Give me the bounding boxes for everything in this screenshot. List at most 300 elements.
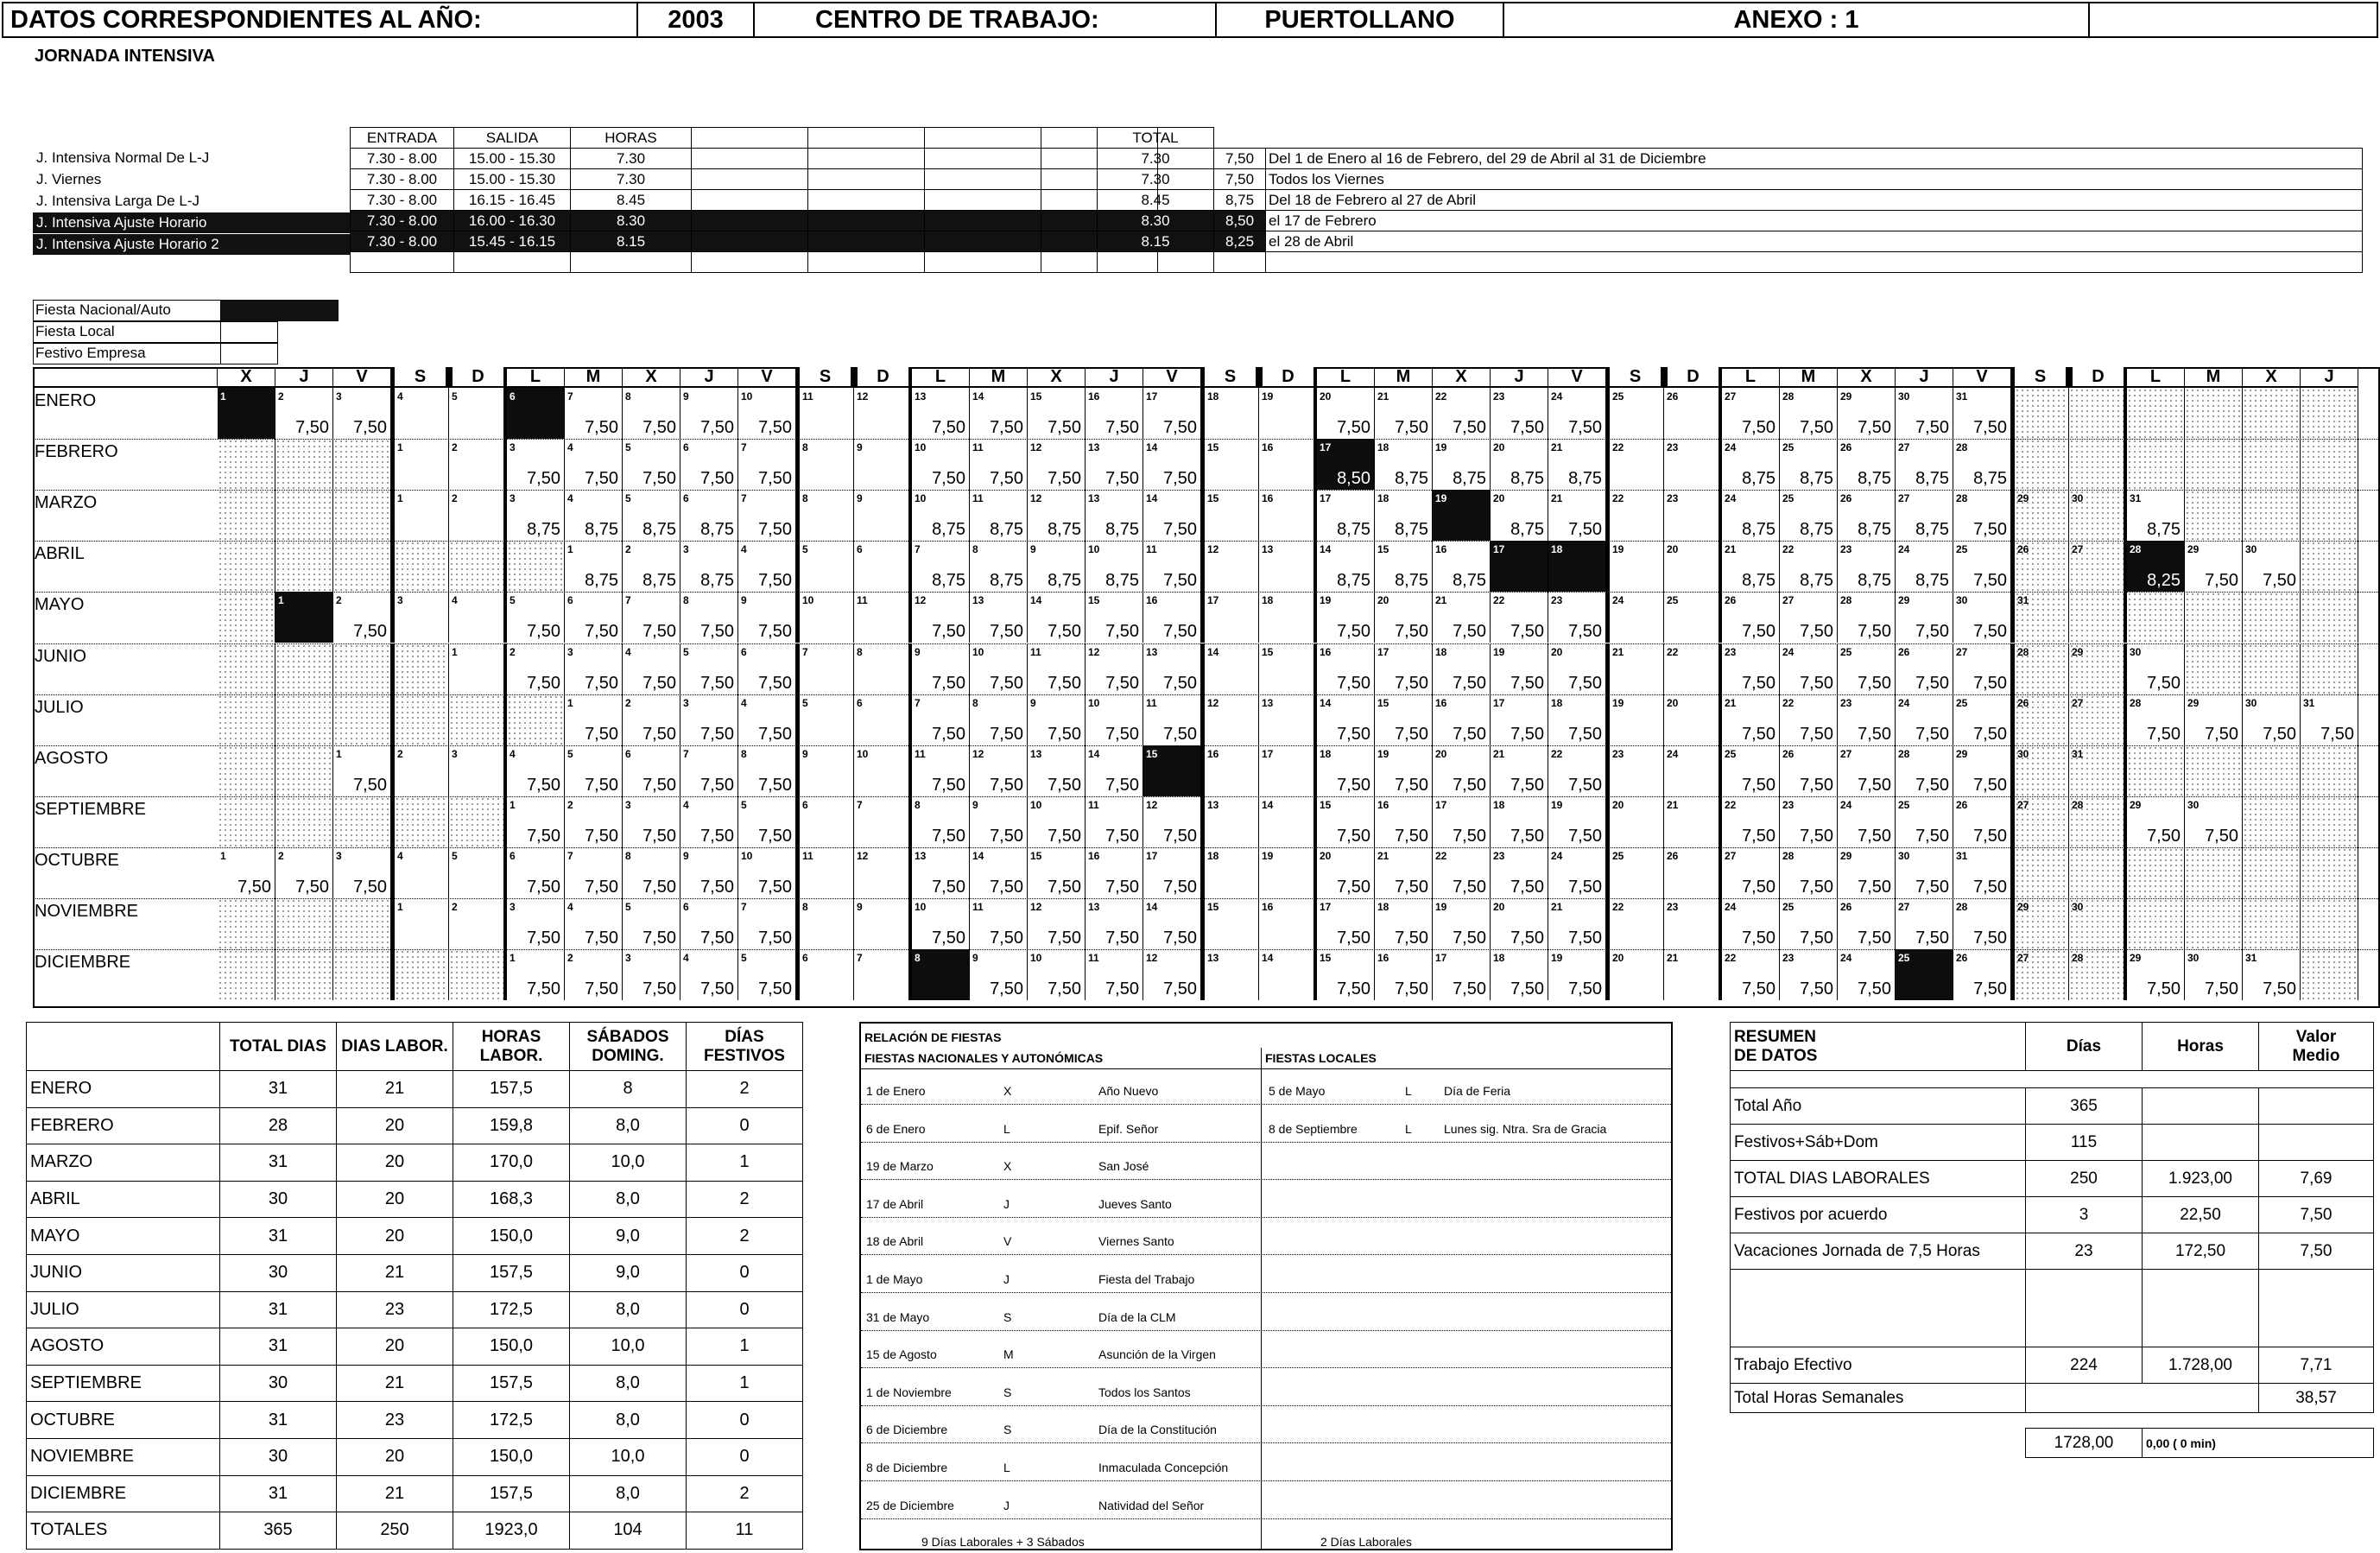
- day-hours: 7,50: [1800, 775, 1833, 795]
- day-hours: 7,50: [585, 826, 618, 846]
- day-hours: 7,50: [700, 418, 734, 438]
- day-cell: [1664, 796, 1722, 847]
- day-number: 5: [625, 901, 631, 913]
- day-cell: [1317, 745, 1375, 796]
- day-cell: [449, 694, 507, 745]
- day-number: 23: [1667, 441, 1679, 454]
- day-cell: [1896, 541, 1953, 592]
- day-cell: [2011, 898, 2069, 949]
- day-hours: 7,50: [1337, 673, 1370, 693]
- day-cell: [1259, 490, 1317, 541]
- day-hours: 7,50: [1453, 775, 1486, 795]
- day-number: 31: [2017, 594, 2029, 607]
- day-hours: 7,50: [932, 469, 965, 489]
- day-number: 21: [1551, 492, 1563, 505]
- day-cell: [1780, 490, 1838, 541]
- day-cell: [1433, 541, 1491, 592]
- day-cell: [1317, 694, 1375, 745]
- day-cell: [391, 439, 449, 490]
- day-hours: 7,50: [2320, 724, 2354, 744]
- day-cell: [449, 592, 507, 643]
- day-number: 1: [220, 849, 226, 862]
- day-hours: 7,50: [1395, 775, 1428, 795]
- fiesta-name: Jueves Santo: [1098, 1196, 1172, 1211]
- day-hours: 7,50: [1163, 622, 1197, 642]
- day-number: 1: [220, 390, 226, 403]
- day-number: 4: [683, 798, 689, 811]
- summary-row: NOVIEMBRE 30 20 150,0 10,0 0: [27, 1438, 803, 1475]
- day-cell: [1780, 388, 1838, 439]
- day-hours: 7,50: [1742, 979, 1776, 999]
- day-cell: [507, 643, 565, 694]
- day-cell: [1548, 898, 1606, 949]
- day-cell: [1317, 949, 1375, 1000]
- day-number: 24: [1840, 798, 1852, 811]
- day-number: 3: [452, 747, 458, 760]
- day-hours: 7,50: [932, 775, 965, 795]
- day-hours: 7,50: [1858, 775, 1891, 795]
- day-cell: [738, 694, 796, 745]
- day-cell: [1433, 847, 1491, 898]
- day-number: 15: [1207, 492, 1219, 505]
- weekday-header: D: [449, 367, 507, 388]
- day-cell: [1606, 949, 1664, 1000]
- day-number: 24: [1725, 441, 1737, 454]
- resumen-row: TOTAL DIAS LABORALES 250 1.923,00 7,69: [1731, 1161, 2374, 1197]
- day-cell: [1143, 592, 1201, 643]
- day-cell: [738, 949, 796, 1000]
- day-cell: [1028, 898, 1086, 949]
- day-cell: [565, 490, 623, 541]
- day-hours: 7,50: [1915, 418, 1949, 438]
- day-hours: 7,50: [932, 929, 965, 948]
- day-number: 21: [1435, 594, 1447, 607]
- day-cell: [796, 592, 854, 643]
- day-number: 16: [1320, 645, 1332, 658]
- day-number: 29: [1840, 849, 1852, 862]
- day-number: 20: [1612, 952, 1624, 965]
- day-number: 19: [1435, 901, 1447, 913]
- day-hours: 7,50: [1915, 826, 1949, 846]
- day-cell: [1953, 898, 2011, 949]
- day-hours: 7,50: [1800, 929, 1833, 948]
- day-hours: 7,50: [1163, 979, 1197, 999]
- day-number: 22: [1493, 594, 1505, 607]
- day-cell: [1028, 949, 1086, 1000]
- day-cell: [912, 898, 970, 949]
- day-number: 21: [1725, 696, 1737, 709]
- day-cell: [2011, 949, 2069, 1000]
- day-hours: 7,50: [585, 929, 618, 948]
- fiesta-date: 25 de Diciembre: [866, 1498, 954, 1512]
- day-number: 19: [1435, 441, 1447, 454]
- day-cell: [2127, 439, 2185, 490]
- day-cell: [507, 388, 565, 439]
- fiesta-date: 1 de Enero: [866, 1084, 926, 1098]
- day-cell: [1201, 592, 1259, 643]
- day-hours: 7,50: [642, 929, 676, 948]
- day-hours: 7,50: [990, 929, 1023, 948]
- fiesta-weekday: L: [1003, 1121, 1010, 1136]
- day-cell: [1201, 541, 1259, 592]
- day-number: 31: [1956, 390, 1968, 403]
- day-hours: 7,50: [1105, 418, 1139, 438]
- day-cell: [275, 490, 333, 541]
- day-cell: [1028, 694, 1086, 745]
- day-hours: 7,50: [1858, 673, 1891, 693]
- day-number: 2: [510, 645, 516, 658]
- day-hours: 7,50: [932, 724, 965, 744]
- day-number: 28: [1898, 747, 1910, 760]
- day-number: 22: [1551, 747, 1563, 760]
- day-number: 7: [741, 901, 747, 913]
- day-cell: [1086, 643, 1143, 694]
- weekday-header: X: [1433, 367, 1491, 388]
- day-number: 10: [915, 901, 927, 913]
- day-hours: 7,50: [527, 877, 560, 897]
- day-hours: 7,50: [758, 520, 792, 540]
- day-hours: 7,50: [2205, 724, 2238, 744]
- day-number: 17: [1435, 798, 1447, 811]
- day-cell: [2243, 541, 2301, 592]
- total-row: 8.30 8,50 el 17 de Febrero: [1098, 211, 2363, 231]
- day-cell: [1201, 847, 1259, 898]
- day-number: 19: [1262, 390, 1274, 403]
- day-number: 13: [1146, 645, 1158, 658]
- day-number: 5: [452, 849, 458, 862]
- day-number: 12: [857, 849, 869, 862]
- day-number: 9: [857, 492, 863, 505]
- day-cell: [2301, 643, 2358, 694]
- day-cell: [1953, 592, 2011, 643]
- day-cell: [680, 541, 738, 592]
- day-hours: 7,50: [990, 673, 1023, 693]
- day-hours: 7,50: [758, 469, 792, 489]
- day-cell: [2011, 541, 2069, 592]
- fiesta-weekday: L: [1003, 1461, 1010, 1474]
- day-cell: [1548, 592, 1606, 643]
- day-hours: 8,75: [1453, 571, 1486, 591]
- day-cell: [1086, 949, 1143, 1000]
- day-cell: [738, 898, 796, 949]
- day-cell: [738, 745, 796, 796]
- day-cell: [1548, 745, 1606, 796]
- day-number: 24: [1551, 390, 1563, 403]
- day-hours: 7,50: [1453, 622, 1486, 642]
- day-cell: [2011, 592, 2069, 643]
- weekday-header: V: [738, 367, 796, 388]
- day-hours: 7,50: [1568, 418, 1602, 438]
- day-cell: [2069, 643, 2127, 694]
- day-cell: [1664, 949, 1722, 1000]
- day-cell: [1606, 439, 1664, 490]
- day-hours: 7,50: [1048, 469, 1081, 489]
- fiestas-box: [859, 1022, 1673, 1550]
- day-cell: [912, 694, 970, 745]
- day-number: 10: [741, 849, 753, 862]
- day-number: 2: [452, 441, 458, 454]
- day-number: 28: [2072, 798, 2084, 811]
- day-cell: [2243, 796, 2301, 847]
- fiesta-date: 8 de Diciembre: [866, 1461, 948, 1474]
- day-cell: [2301, 745, 2358, 796]
- day-cell: [1722, 847, 1780, 898]
- weekday-header: M: [1375, 367, 1433, 388]
- day-cell: [2185, 592, 2243, 643]
- day-number: 4: [625, 645, 631, 658]
- day-cell: [623, 643, 680, 694]
- day-number: 18: [1551, 696, 1563, 709]
- day-cell: [623, 439, 680, 490]
- month-label: MAYO: [35, 595, 85, 615]
- day-number: 9: [683, 390, 689, 403]
- day-cell: [449, 490, 507, 541]
- day-number: 20: [1551, 645, 1563, 658]
- day-hours: 7,50: [1395, 929, 1428, 948]
- day-number: 16: [1088, 390, 1100, 403]
- day-hours: 8,75: [585, 520, 618, 540]
- day-number: 13: [1262, 543, 1274, 556]
- day-number: 13: [1088, 901, 1100, 913]
- day-cell: [1375, 949, 1433, 1000]
- day-cell: [680, 388, 738, 439]
- day-number: 22: [1725, 952, 1737, 965]
- day-cell: [1201, 490, 1259, 541]
- day-cell: [1259, 592, 1317, 643]
- legend-fiesta-nacional: Fiesta Nacional/Auto: [33, 300, 221, 321]
- day-hours: 7,50: [353, 418, 387, 438]
- day-number: 17: [1493, 696, 1505, 709]
- day-cell: [912, 847, 970, 898]
- day-number: 11: [1088, 952, 1099, 965]
- day-hours: 7,50: [1858, 418, 1891, 438]
- summary-row: JULIO 31 23 172,5 8,0 0: [27, 1291, 803, 1328]
- day-cell: [1953, 847, 2011, 898]
- title-bar: [2, 2, 2378, 38]
- day-number: 2: [452, 901, 458, 913]
- resumen-col-valor: Valor Medio: [2259, 1023, 2374, 1071]
- day-cell: [449, 745, 507, 796]
- fiesta-date: 18 de Abril: [866, 1234, 924, 1249]
- day-cell: [1375, 796, 1433, 847]
- day-cell: [1548, 388, 1606, 439]
- day-cell: [970, 592, 1028, 643]
- day-hours: 8,50: [1337, 469, 1370, 489]
- fiesta-date: 6 de Enero: [866, 1121, 926, 1136]
- fiesta-local-name: Lunes sig. Ntra. Sra de Gracia: [1444, 1121, 1607, 1136]
- day-hours: 8,25: [2147, 571, 2181, 591]
- day-cell: [1953, 439, 2011, 490]
- day-cell: [1086, 541, 1143, 592]
- day-number: 30: [2245, 696, 2257, 709]
- day-hours: 7,50: [990, 979, 1023, 999]
- day-cell: [1838, 898, 1896, 949]
- day-number: 5: [452, 390, 458, 403]
- day-cell: [2185, 541, 2243, 592]
- day-number: 4: [741, 696, 747, 709]
- day-hours: 8,75: [700, 520, 734, 540]
- fiesta-name: Viernes Santo: [1098, 1234, 1174, 1249]
- day-cell: [2185, 643, 2243, 694]
- day-number: 21: [1377, 849, 1389, 862]
- resumen-row: Festivos por acuerdo 3 22,50 7,50: [1731, 1197, 2374, 1233]
- day-cell: [738, 490, 796, 541]
- day-hours: 7,50: [932, 418, 965, 438]
- day-hours: 7,50: [642, 673, 676, 693]
- day-cell: [391, 898, 449, 949]
- day-number: 18: [1377, 441, 1389, 454]
- day-number: 28: [1956, 492, 1968, 505]
- day-number: 14: [1146, 901, 1158, 913]
- day-number: 24: [1551, 849, 1563, 862]
- day-number: 23: [1667, 492, 1679, 505]
- day-hours: 7,50: [1800, 418, 1833, 438]
- day-cell: [507, 847, 565, 898]
- day-cell: [1028, 541, 1086, 592]
- day-cell: [1259, 388, 1317, 439]
- weekday-header: V: [1143, 367, 1201, 388]
- day-cell: [565, 847, 623, 898]
- day-cell: [738, 592, 796, 643]
- day-cell: [1259, 643, 1317, 694]
- weekday-header: L: [507, 367, 565, 388]
- weekday-header: L: [1722, 367, 1780, 388]
- day-number: 27: [1725, 390, 1737, 403]
- weekday-header: D: [1259, 367, 1317, 388]
- day-number: 26: [1840, 441, 1852, 454]
- day-number: 8: [802, 901, 808, 913]
- day-cell: [796, 439, 854, 490]
- day-cell: [1606, 694, 1664, 745]
- month-label: ENERO: [35, 391, 97, 410]
- day-hours: 7,50: [1105, 469, 1139, 489]
- weekday-header: M: [970, 367, 1028, 388]
- day-number: 26: [1667, 849, 1679, 862]
- day-number: 1: [397, 441, 403, 454]
- day-cell: [1780, 541, 1838, 592]
- day-cell: [1780, 745, 1838, 796]
- day-number: 16: [1435, 696, 1447, 709]
- day-cell: [2127, 388, 2185, 439]
- day-cell: [1722, 694, 1780, 745]
- month-label: AGOSTO: [35, 748, 109, 768]
- day-cell: [1143, 643, 1201, 694]
- day-cell: [2243, 388, 2301, 439]
- day-cell: [391, 796, 449, 847]
- day-hours: 7,50: [1742, 673, 1776, 693]
- day-number: 21: [1667, 952, 1679, 965]
- resumen-table: [1730, 1022, 2374, 1458]
- day-hours: 8,75: [1915, 469, 1949, 489]
- day-number: 6: [683, 441, 689, 454]
- day-number: 30: [2187, 798, 2200, 811]
- day-number: 18: [1493, 952, 1505, 965]
- annex-label: ANEXO : 1: [1504, 3, 2090, 36]
- hdr-dias-festivos: DÍAS FESTIVOS: [687, 1023, 803, 1071]
- day-cell: [2301, 694, 2358, 745]
- day-number: 1: [397, 901, 403, 913]
- day-cell: [1838, 949, 1896, 1000]
- day-cell: [1664, 388, 1722, 439]
- day-number: 24: [1725, 901, 1737, 913]
- day-number: 5: [567, 747, 573, 760]
- day-number: 10: [857, 747, 869, 760]
- day-cell: [1780, 694, 1838, 745]
- day-number: 10: [1088, 696, 1100, 709]
- day-hours: 7,50: [758, 418, 792, 438]
- day-number: 25: [1956, 543, 1968, 556]
- day-cell: [1838, 592, 1896, 643]
- day-cell: [1201, 898, 1259, 949]
- month-label: OCTUBRE: [35, 850, 119, 870]
- day-number: 16: [1207, 747, 1219, 760]
- day-cell: [218, 388, 275, 439]
- day-number: 7: [567, 390, 573, 403]
- day-number: 21: [1551, 901, 1563, 913]
- day-hours: 8,75: [1858, 520, 1891, 540]
- fiesta-local-weekday: L: [1405, 1121, 1412, 1136]
- day-hours: 7,50: [1048, 826, 1081, 846]
- day-number: 6: [510, 390, 516, 403]
- day-number: 24: [1725, 492, 1737, 505]
- day-number: 21: [1551, 441, 1563, 454]
- day-hours: 8,75: [1510, 520, 1544, 540]
- day-cell: [1664, 898, 1722, 949]
- day-hours: 7,50: [585, 775, 618, 795]
- fiesta-weekday: X: [1003, 1159, 1012, 1174]
- fiesta-divider: [861, 1480, 1671, 1481]
- day-cell: [2301, 898, 2358, 949]
- day-cell: [1838, 439, 1896, 490]
- day-number: 9: [857, 901, 863, 913]
- day-number: 26: [1840, 901, 1852, 913]
- day-cell: [1433, 643, 1491, 694]
- day-number: 11: [972, 901, 984, 913]
- day-number: 12: [1088, 645, 1100, 658]
- weekday-header: S: [796, 367, 854, 388]
- day-cell: [1433, 745, 1491, 796]
- day-hours: 7,50: [1915, 877, 1949, 897]
- day-hours: 7,50: [700, 775, 734, 795]
- day-cell: [1086, 796, 1143, 847]
- day-number: 10: [1030, 798, 1042, 811]
- day-number: 25: [1782, 441, 1794, 454]
- day-hours: 7,50: [1163, 673, 1197, 693]
- day-number: 26: [1725, 594, 1737, 607]
- day-number: 30: [2130, 645, 2142, 658]
- fiesta-divider: [861, 1442, 1671, 1443]
- day-cell: [854, 694, 912, 745]
- legend-swatch-empresa: [221, 343, 278, 364]
- day-hours: 7,50: [1048, 979, 1081, 999]
- day-cell: [333, 490, 391, 541]
- day-cell: [623, 388, 680, 439]
- day-cell: [1143, 796, 1201, 847]
- day-number: 28: [2072, 952, 2084, 965]
- day-cell: [796, 898, 854, 949]
- day-hours: 7,50: [1915, 622, 1949, 642]
- schedule-row: 7.30 - 8.00 16.15 - 16.45 8.45: [351, 190, 1158, 211]
- day-cell: [854, 847, 912, 898]
- day-hours: 8,75: [642, 571, 676, 591]
- day-number: 7: [741, 441, 747, 454]
- day-number: 24: [1782, 645, 1794, 658]
- day-number: 3: [510, 441, 516, 454]
- day-hours: 8,75: [1742, 520, 1776, 540]
- day-number: 4: [510, 747, 516, 760]
- summary-row: MARZO 31 20 170,0 10,0 1: [27, 1144, 803, 1182]
- day-cell: [2185, 694, 2243, 745]
